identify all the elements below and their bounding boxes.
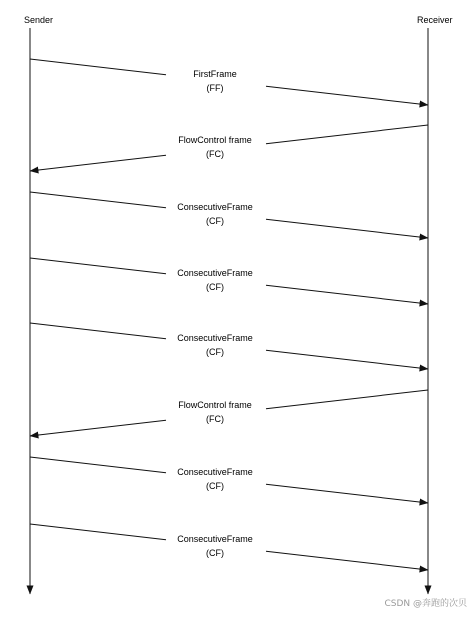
message-abbreviation: (CF)	[206, 548, 224, 558]
message-arrow-segment	[266, 484, 428, 503]
message-arrow-segment	[266, 390, 428, 409]
sender-label: Sender	[24, 15, 54, 25]
receiver-label: Receiver	[417, 15, 453, 25]
message-arrow-segment	[30, 420, 166, 436]
message-arrow-segment	[266, 551, 428, 570]
message-label: ConsecutiveFrame	[177, 534, 253, 544]
message-label: FlowControl frame	[178, 135, 252, 145]
message-arrow-segment	[30, 323, 166, 339]
message-abbreviation: (CF)	[206, 282, 224, 292]
watermark: CSDN @奔跑的次贝	[384, 599, 467, 609]
message-arrow-segment	[266, 350, 428, 369]
message-arrow-segment	[30, 258, 166, 274]
message-label: FlowControl frame	[178, 400, 252, 410]
messages-group	[30, 59, 428, 570]
message-abbreviation: (FC)	[206, 149, 224, 159]
message-label: ConsecutiveFrame	[177, 202, 253, 212]
message-arrow-segment	[266, 285, 428, 304]
message-label: ConsecutiveFrame	[177, 467, 253, 477]
message-abbreviation: (CF)	[206, 481, 224, 491]
message-arrow-segment	[266, 219, 428, 238]
message-abbreviation: (FC)	[206, 414, 224, 424]
message-arrow-segment	[30, 192, 166, 208]
message-arrow-segment	[266, 86, 428, 105]
message-abbreviation: (FF)	[206, 83, 224, 93]
message-label: ConsecutiveFrame	[177, 333, 253, 343]
message-arrow-segment	[30, 524, 166, 540]
message-arrow-segment	[30, 457, 166, 473]
message-label: ConsecutiveFrame	[177, 268, 253, 278]
message-abbreviation: (CF)	[206, 216, 224, 226]
message-arrow-segment	[266, 125, 428, 144]
message-arrow-segment	[30, 155, 166, 171]
message-label: FirstFrame	[193, 69, 237, 79]
message-arrow-segment	[30, 59, 166, 75]
message-abbreviation: (CF)	[206, 347, 224, 357]
